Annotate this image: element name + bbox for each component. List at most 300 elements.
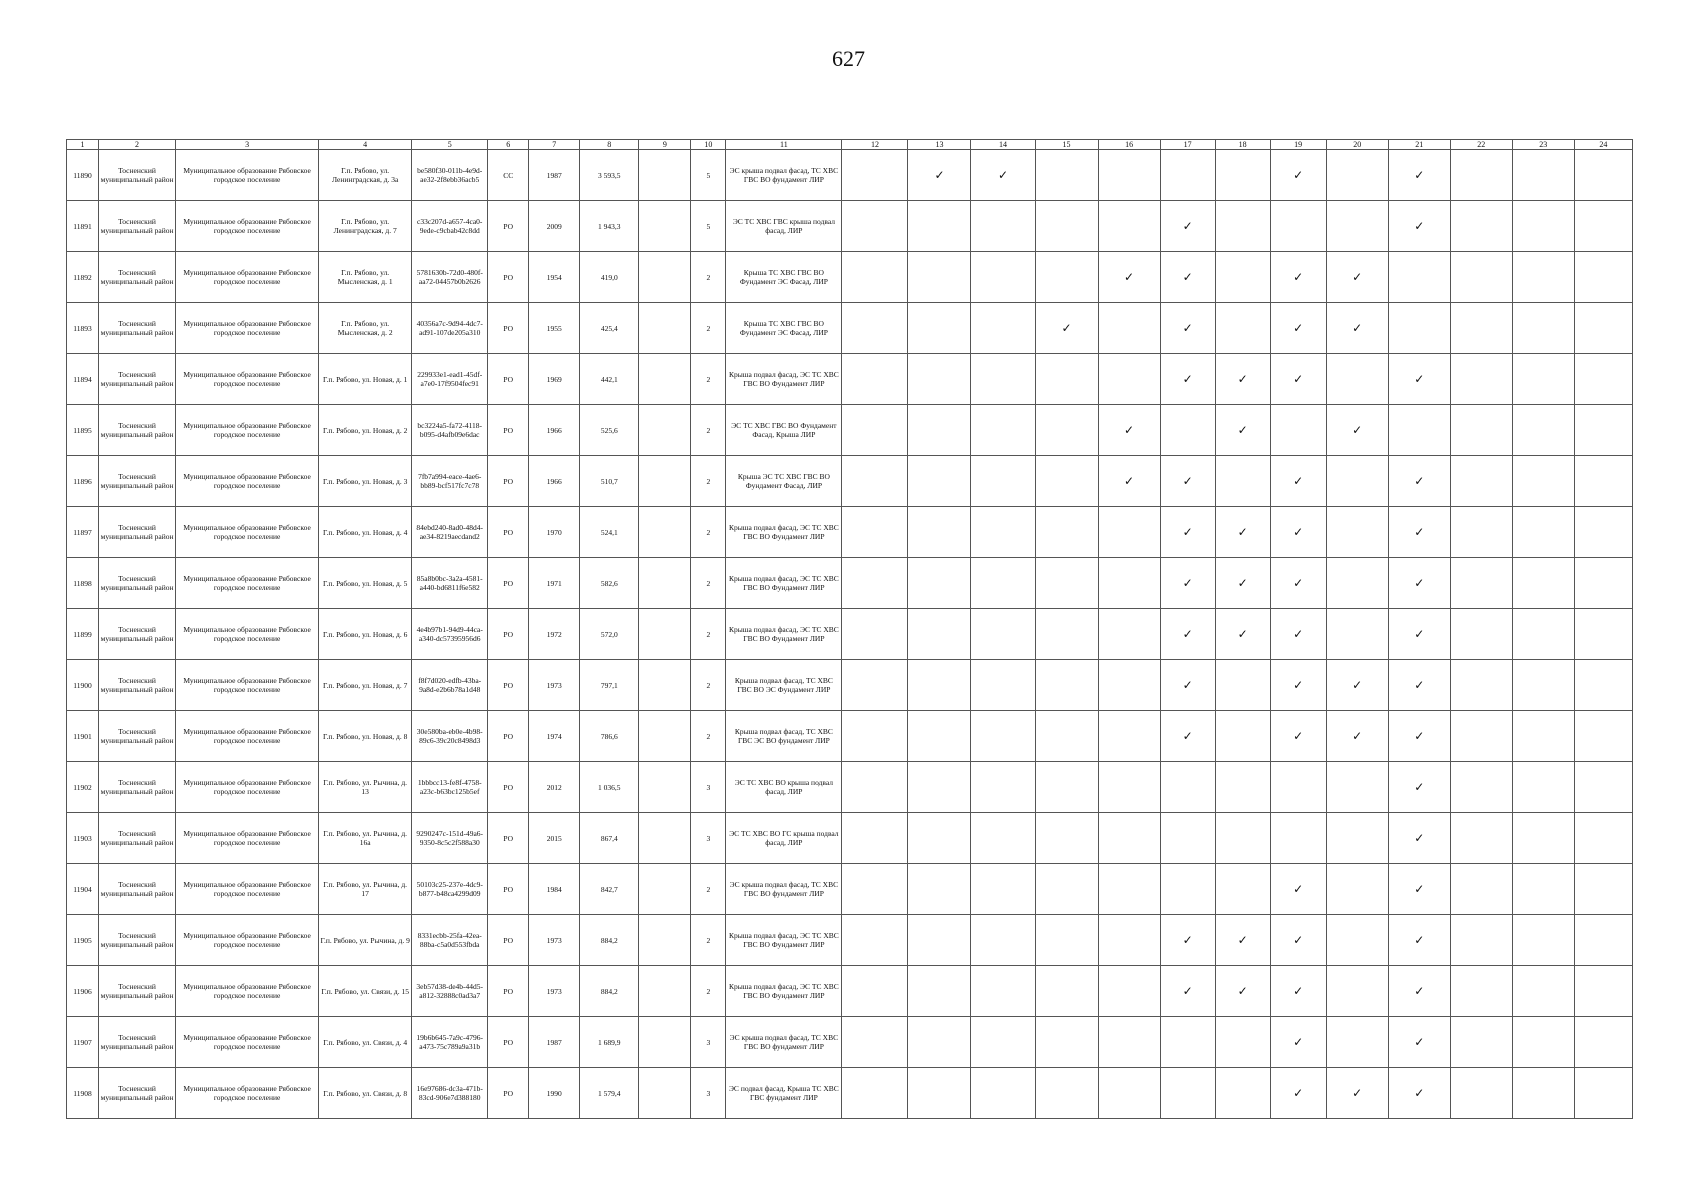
area-cell: 3 593,5 (580, 150, 639, 201)
column-10-cell: 2 (691, 303, 726, 354)
row-number: 11893 (67, 303, 99, 354)
area-cell: 525,6 (580, 405, 639, 456)
year-cell: 2015 (529, 813, 580, 864)
municipality-cell: Муниципальное образование Рябовское городское поселение (176, 1017, 319, 1068)
row-number: 11898 (67, 558, 99, 609)
building-type-cell: РО (488, 660, 529, 711)
table-row (67, 405, 1633, 456)
column-number-12: 12 (842, 140, 908, 150)
empty-cell (1326, 150, 1388, 201)
municipality-cell: Муниципальное образование Рябовское городское поселение (176, 405, 319, 456)
column-10-cell: 2 (691, 507, 726, 558)
column-10-cell: 2 (691, 864, 726, 915)
empty-cell (1098, 660, 1160, 711)
check-mark-icon: ✓ (1270, 507, 1326, 558)
row-number: 11901 (67, 711, 99, 762)
building-type-cell: РО (488, 252, 529, 303)
table-row (67, 864, 1633, 915)
check-mark-icon: ✓ (1326, 252, 1388, 303)
row-number: 11895 (67, 405, 99, 456)
column-9-cell (639, 864, 691, 915)
empty-cell (1035, 813, 1098, 864)
guid-cell: 16e97686-dc3a-471b-83cd-906e7d388180 (412, 1068, 488, 1119)
district-cell: Тосненский муниципальный район (99, 354, 176, 405)
empty-cell (1098, 864, 1160, 915)
column-number-19: 19 (1270, 140, 1326, 150)
area-cell: 582,6 (580, 558, 639, 609)
empty-cell (1574, 609, 1632, 660)
empty-cell (1160, 1068, 1215, 1119)
municipality-cell: Муниципальное образование Рябовское городское поселение (176, 150, 319, 201)
row-number: 11902 (67, 762, 99, 813)
district-cell: Тосненский муниципальный район (99, 864, 176, 915)
empty-cell (1388, 303, 1450, 354)
empty-cell (1035, 150, 1098, 201)
check-mark-icon: ✓ (1098, 252, 1160, 303)
works-list-cell: Крыша подвал фасад, ЭС ТС ХВС ГВС ВО Фундамент ЛИР (726, 507, 842, 558)
empty-cell (1160, 864, 1215, 915)
municipality-cell: Муниципальное образование Рябовское городское поселение (176, 762, 319, 813)
check-mark-icon: ✓ (1270, 252, 1326, 303)
empty-cell (908, 609, 971, 660)
check-mark-icon: ✓ (1270, 915, 1326, 966)
empty-cell (1326, 915, 1388, 966)
table-row (67, 915, 1633, 966)
empty-cell (1326, 201, 1388, 252)
empty-cell (842, 252, 908, 303)
check-mark-icon: ✓ (1270, 966, 1326, 1017)
empty-cell (1098, 201, 1160, 252)
column-number-24: 24 (1574, 140, 1632, 150)
column-9-cell (639, 507, 691, 558)
address-cell: Г.п. Рябово, ул. Новая, д. 7 (319, 660, 412, 711)
year-cell: 1973 (529, 966, 580, 1017)
works-list-cell: ЭС крыша подвал фасад, ТС ХВС ГВС ВО фундамент ЛИР (726, 150, 842, 201)
empty-cell (1098, 1017, 1160, 1068)
municipality-cell: Муниципальное образование Рябовское городское поселение (176, 915, 319, 966)
empty-cell (908, 711, 971, 762)
check-mark-icon: ✓ (1160, 609, 1215, 660)
empty-cell (908, 507, 971, 558)
address-cell: Г.п. Рябово, ул. Рычина, д. 9 (319, 915, 412, 966)
area-cell: 442,1 (580, 354, 639, 405)
municipality-cell: Муниципальное образование Рябовское городское поселение (176, 711, 319, 762)
column-9-cell (639, 711, 691, 762)
municipality-cell: Муниципальное образование Рябовское городское поселение (176, 507, 319, 558)
area-cell: 884,2 (580, 915, 639, 966)
check-mark-icon: ✓ (1270, 609, 1326, 660)
empty-cell (842, 864, 908, 915)
empty-cell (908, 1068, 971, 1119)
empty-cell (908, 915, 971, 966)
empty-cell (1215, 1068, 1270, 1119)
works-list-cell: Крыша подвал фасад, ЭС ТС ХВС ГВС ВО Фундамент ЛИР (726, 354, 842, 405)
check-mark-icon: ✓ (1160, 966, 1215, 1017)
empty-cell (1035, 456, 1098, 507)
empty-cell (1326, 558, 1388, 609)
guid-cell: f8f7d020-edfb-43ba-9a8d-e2b6b78a1d48 (412, 660, 488, 711)
works-list-cell: Крыша ЭС ТС ХВС ГВС ВО Фундамент Фасад, ЛИР (726, 456, 842, 507)
column-9-cell (639, 201, 691, 252)
empty-cell (842, 915, 908, 966)
building-type-cell: РО (488, 1017, 529, 1068)
works-list-cell: Крыша ТС ХВС ГВС ВО Фундамент ЭС Фасад, ЛИР (726, 303, 842, 354)
empty-cell (971, 405, 1035, 456)
column-number-4: 4 (319, 140, 412, 150)
row-number: 11897 (67, 507, 99, 558)
address-cell: Г.п. Рябово, ул. Новая, д. 6 (319, 609, 412, 660)
check-mark-icon: ✓ (908, 150, 971, 201)
column-10-cell: 3 (691, 1017, 726, 1068)
empty-cell (842, 456, 908, 507)
empty-cell (1160, 405, 1215, 456)
district-cell: Тосненский муниципальный район (99, 405, 176, 456)
check-mark-icon: ✓ (1160, 354, 1215, 405)
empty-cell (1574, 507, 1632, 558)
check-mark-icon: ✓ (1215, 405, 1270, 456)
empty-cell (1215, 813, 1270, 864)
empty-cell (1098, 915, 1160, 966)
works-list-cell: ЭС ТС ХВС ВО ГС крыша подвал фасад, ЛИР (726, 813, 842, 864)
column-number-23: 23 (1512, 140, 1574, 150)
check-mark-icon: ✓ (1388, 711, 1450, 762)
empty-cell (1512, 813, 1574, 864)
district-cell: Тосненский муниципальный район (99, 609, 176, 660)
empty-cell (1450, 762, 1512, 813)
empty-cell (1098, 609, 1160, 660)
year-cell: 1973 (529, 660, 580, 711)
empty-cell (1388, 252, 1450, 303)
empty-cell (1098, 150, 1160, 201)
empty-cell (971, 456, 1035, 507)
guid-cell: 8331ecbb-25fa-42ea-88ba-c5a0d553fbda (412, 915, 488, 966)
empty-cell (1512, 762, 1574, 813)
table-row (67, 201, 1633, 252)
column-10-cell: 3 (691, 762, 726, 813)
empty-cell (1450, 1017, 1512, 1068)
address-cell: Г.п. Рябово, ул. Рычина, д. 16а (319, 813, 412, 864)
year-cell: 1973 (529, 915, 580, 966)
empty-cell (842, 660, 908, 711)
address-cell: Г.п. Рябово, ул. Новая, д. 3 (319, 456, 412, 507)
district-cell: Тосненский муниципальный район (99, 711, 176, 762)
address-cell: Г.п. Рябово, ул. Рычина, д. 13 (319, 762, 412, 813)
empty-cell (971, 1017, 1035, 1068)
area-cell: 425,4 (580, 303, 639, 354)
empty-cell (842, 150, 908, 201)
row-number: 11905 (67, 915, 99, 966)
works-list-cell: ЭС крыша подвал фасад, ТС ХВС ГВС ВО фундамент ЛИР (726, 864, 842, 915)
column-10-cell: 2 (691, 405, 726, 456)
empty-cell (971, 915, 1035, 966)
column-9-cell (639, 915, 691, 966)
empty-cell (1450, 558, 1512, 609)
empty-cell (1574, 1068, 1632, 1119)
empty-cell (1450, 1068, 1512, 1119)
column-number-row (67, 140, 1633, 150)
empty-cell (1450, 864, 1512, 915)
table-row (67, 762, 1633, 813)
empty-cell (1388, 405, 1450, 456)
check-mark-icon: ✓ (1160, 507, 1215, 558)
empty-cell (908, 201, 971, 252)
check-mark-icon: ✓ (1388, 864, 1450, 915)
district-cell: Тосненский муниципальный район (99, 456, 176, 507)
works-list-cell: ЭС ТС ХВС ГВС крыша подвал фасад, ЛИР (726, 201, 842, 252)
empty-cell (1215, 1017, 1270, 1068)
empty-cell (1215, 303, 1270, 354)
municipality-cell: Муниципальное образование Рябовское городское поселение (176, 201, 319, 252)
check-mark-icon: ✓ (1270, 660, 1326, 711)
empty-cell (1512, 609, 1574, 660)
check-mark-icon: ✓ (1326, 405, 1388, 456)
check-mark-icon: ✓ (1160, 201, 1215, 252)
empty-cell (1270, 201, 1326, 252)
building-type-cell: РО (488, 303, 529, 354)
building-type-cell: РО (488, 507, 529, 558)
column-9-cell (639, 813, 691, 864)
empty-cell (1215, 660, 1270, 711)
empty-cell (1512, 1068, 1574, 1119)
column-9-cell (639, 252, 691, 303)
building-type-cell: РО (488, 405, 529, 456)
column-9-cell (639, 405, 691, 456)
address-cell: Г.п. Рябово, ул. Новая, д. 8 (319, 711, 412, 762)
building-type-cell: РО (488, 354, 529, 405)
empty-cell (1512, 558, 1574, 609)
year-cell: 1974 (529, 711, 580, 762)
empty-cell (1270, 762, 1326, 813)
check-mark-icon: ✓ (1326, 660, 1388, 711)
check-mark-icon: ✓ (1388, 813, 1450, 864)
empty-cell (1450, 201, 1512, 252)
district-cell: Тосненский муниципальный район (99, 252, 176, 303)
empty-cell (1035, 609, 1098, 660)
empty-cell (908, 864, 971, 915)
empty-cell (1512, 303, 1574, 354)
guid-cell: be580f30-011b-4e9d-ae32-2f8ebb36acb5 (412, 150, 488, 201)
empty-cell (1512, 966, 1574, 1017)
page-number: 627 (832, 46, 865, 71)
building-type-cell: РО (488, 609, 529, 660)
empty-cell (971, 558, 1035, 609)
column-9-cell (639, 558, 691, 609)
municipality-cell: Муниципальное образование Рябовское городское поселение (176, 558, 319, 609)
empty-cell (1450, 405, 1512, 456)
check-mark-icon: ✓ (1215, 966, 1270, 1017)
column-10-cell: 2 (691, 660, 726, 711)
empty-cell (1574, 864, 1632, 915)
works-list-cell: ЭС ТС ХВС ВО крыша подвал фасад, ЛИР (726, 762, 842, 813)
check-mark-icon: ✓ (971, 150, 1035, 201)
check-mark-icon: ✓ (1388, 1017, 1450, 1068)
column-10-cell: 5 (691, 150, 726, 201)
municipality-cell: Муниципальное образование Рябовское городское поселение (176, 813, 319, 864)
empty-cell (1098, 354, 1160, 405)
empty-cell (1098, 813, 1160, 864)
table-row (67, 660, 1633, 711)
empty-cell (971, 252, 1035, 303)
table-row (67, 252, 1633, 303)
guid-cell: 40356a7c-9d94-4dc7-ad91-107de205a310 (412, 303, 488, 354)
column-number-3: 3 (176, 140, 319, 150)
check-mark-icon: ✓ (1160, 252, 1215, 303)
check-mark-icon: ✓ (1270, 711, 1326, 762)
empty-cell (1574, 966, 1632, 1017)
check-mark-icon: ✓ (1326, 711, 1388, 762)
empty-cell (1035, 354, 1098, 405)
table-row (67, 456, 1633, 507)
empty-cell (1215, 711, 1270, 762)
guid-cell: 9290247c-151d-49a6-9350-8c5c2f588a30 (412, 813, 488, 864)
empty-cell (1160, 813, 1215, 864)
check-mark-icon: ✓ (1215, 558, 1270, 609)
check-mark-icon: ✓ (1388, 507, 1450, 558)
year-cell: 1970 (529, 507, 580, 558)
empty-cell (842, 303, 908, 354)
empty-cell (1326, 966, 1388, 1017)
area-cell: 1 689,9 (580, 1017, 639, 1068)
check-mark-icon: ✓ (1270, 354, 1326, 405)
check-mark-icon: ✓ (1160, 660, 1215, 711)
works-list-cell: ЭС подвал фасад, Крыша ТС ХВС ГВС фундамент ЛИР (726, 1068, 842, 1119)
building-type-cell: РО (488, 558, 529, 609)
column-9-cell (639, 150, 691, 201)
empty-cell (1450, 813, 1512, 864)
empty-cell (908, 1017, 971, 1068)
empty-cell (1035, 507, 1098, 558)
year-cell: 2012 (529, 762, 580, 813)
empty-cell (908, 813, 971, 864)
guid-cell: c33c207d-a657-4ca0-9ede-c9cbab42c8dd (412, 201, 488, 252)
empty-cell (908, 966, 971, 1017)
works-list-cell: ЭС ТС ХВС ГВС ВО Фундамент Фасад, Крыша ЛИР (726, 405, 842, 456)
table-row (67, 711, 1633, 762)
area-cell: 867,4 (580, 813, 639, 864)
municipality-cell: Муниципальное образование Рябовское городское поселение (176, 660, 319, 711)
empty-cell (1326, 762, 1388, 813)
district-cell: Тосненский муниципальный район (99, 558, 176, 609)
column-10-cell: 3 (691, 813, 726, 864)
row-number: 11906 (67, 966, 99, 1017)
empty-cell (1512, 864, 1574, 915)
area-cell: 1 579,4 (580, 1068, 639, 1119)
empty-cell (842, 1068, 908, 1119)
works-list-cell: Крыша подвал фасад, ТС ХВС ГВС ВО ЭС Фундамент ЛИР (726, 660, 842, 711)
empty-cell (1450, 507, 1512, 558)
empty-cell (1160, 762, 1215, 813)
year-cell: 1954 (529, 252, 580, 303)
empty-cell (842, 966, 908, 1017)
guid-cell: 85a8b0bc-3a2a-4581-a440-bd6811f6e582 (412, 558, 488, 609)
empty-cell (1035, 1017, 1098, 1068)
area-cell: 510,7 (580, 456, 639, 507)
row-number: 11908 (67, 1068, 99, 1119)
column-number-2: 2 (99, 140, 176, 150)
column-number-21: 21 (1388, 140, 1450, 150)
address-cell: Г.п. Рябово, ул. Новая, д. 2 (319, 405, 412, 456)
empty-cell (1215, 150, 1270, 201)
empty-cell (971, 711, 1035, 762)
empty-cell (971, 609, 1035, 660)
district-cell: Тосненский муниципальный район (99, 150, 176, 201)
check-mark-icon: ✓ (1388, 762, 1450, 813)
year-cell: 1955 (529, 303, 580, 354)
column-number-15: 15 (1035, 140, 1098, 150)
empty-cell (1574, 303, 1632, 354)
empty-cell (1574, 1017, 1632, 1068)
check-mark-icon: ✓ (1388, 1068, 1450, 1119)
building-type-cell: РО (488, 966, 529, 1017)
empty-cell (1512, 201, 1574, 252)
address-cell: Г.п. Рябово, ул. Новая, д. 1 (319, 354, 412, 405)
empty-cell (1035, 762, 1098, 813)
empty-cell (1098, 303, 1160, 354)
district-cell: Тосненский муниципальный район (99, 507, 176, 558)
empty-cell (1326, 864, 1388, 915)
area-cell: 1 036,5 (580, 762, 639, 813)
year-cell: 1972 (529, 609, 580, 660)
address-cell: Г.п. Рябово, ул. Связи, д. 15 (319, 966, 412, 1017)
empty-cell (971, 303, 1035, 354)
table-row (67, 558, 1633, 609)
address-cell: Г.п. Рябово, ул. Мысленская, д. 2 (319, 303, 412, 354)
empty-cell (1512, 150, 1574, 201)
column-9-cell (639, 456, 691, 507)
area-cell: 842,7 (580, 864, 639, 915)
check-mark-icon: ✓ (1270, 456, 1326, 507)
row-number: 11890 (67, 150, 99, 201)
district-cell: Тосненский муниципальный район (99, 966, 176, 1017)
check-mark-icon: ✓ (1160, 558, 1215, 609)
works-list-cell: ЭС крыша подвал фасад, ТС ХВС ГВС ВО фундамент ЛИР (726, 1017, 842, 1068)
year-cell: 1984 (529, 864, 580, 915)
empty-cell (1574, 762, 1632, 813)
column-number-7: 7 (529, 140, 580, 150)
guid-cell: 5781630b-72d0-480f-aa72-04457b0b2626 (412, 252, 488, 303)
works-list-cell: Крыша подвал фасад, ЭС ТС ХВС ГВС ВО Фундамент ЛИР (726, 915, 842, 966)
table-row (67, 150, 1633, 201)
year-cell: 1987 (529, 1017, 580, 1068)
empty-cell (1215, 864, 1270, 915)
check-mark-icon: ✓ (1035, 303, 1098, 354)
empty-cell (1450, 252, 1512, 303)
district-cell: Тосненский муниципальный район (99, 762, 176, 813)
empty-cell (971, 813, 1035, 864)
column-number-5: 5 (412, 140, 488, 150)
guid-cell: 3eb57d38-de4b-44d5-a812-32888c0ad3a7 (412, 966, 488, 1017)
empty-cell (1326, 1017, 1388, 1068)
address-cell: Г.п. Рябово, ул. Мысленская, д. 1 (319, 252, 412, 303)
check-mark-icon: ✓ (1098, 456, 1160, 507)
empty-cell (1270, 813, 1326, 864)
empty-cell (1450, 915, 1512, 966)
column-10-cell: 2 (691, 966, 726, 1017)
area-cell: 884,2 (580, 966, 639, 1017)
check-mark-icon: ✓ (1270, 303, 1326, 354)
district-cell: Тосненский муниципальный район (99, 1068, 176, 1119)
row-number: 11907 (67, 1017, 99, 1068)
district-cell: Тосненский муниципальный район (99, 915, 176, 966)
empty-cell (971, 201, 1035, 252)
works-list-cell: Крыша подвал фасад, ЭС ТС ХВС ГВС ВО Фундамент ЛИР (726, 558, 842, 609)
table-body (67, 150, 1633, 1119)
municipality-cell: Муниципальное образование Рябовское городское поселение (176, 966, 319, 1017)
year-cell: 1969 (529, 354, 580, 405)
table-row (67, 507, 1633, 558)
empty-cell (1035, 660, 1098, 711)
column-9-cell (639, 966, 691, 1017)
